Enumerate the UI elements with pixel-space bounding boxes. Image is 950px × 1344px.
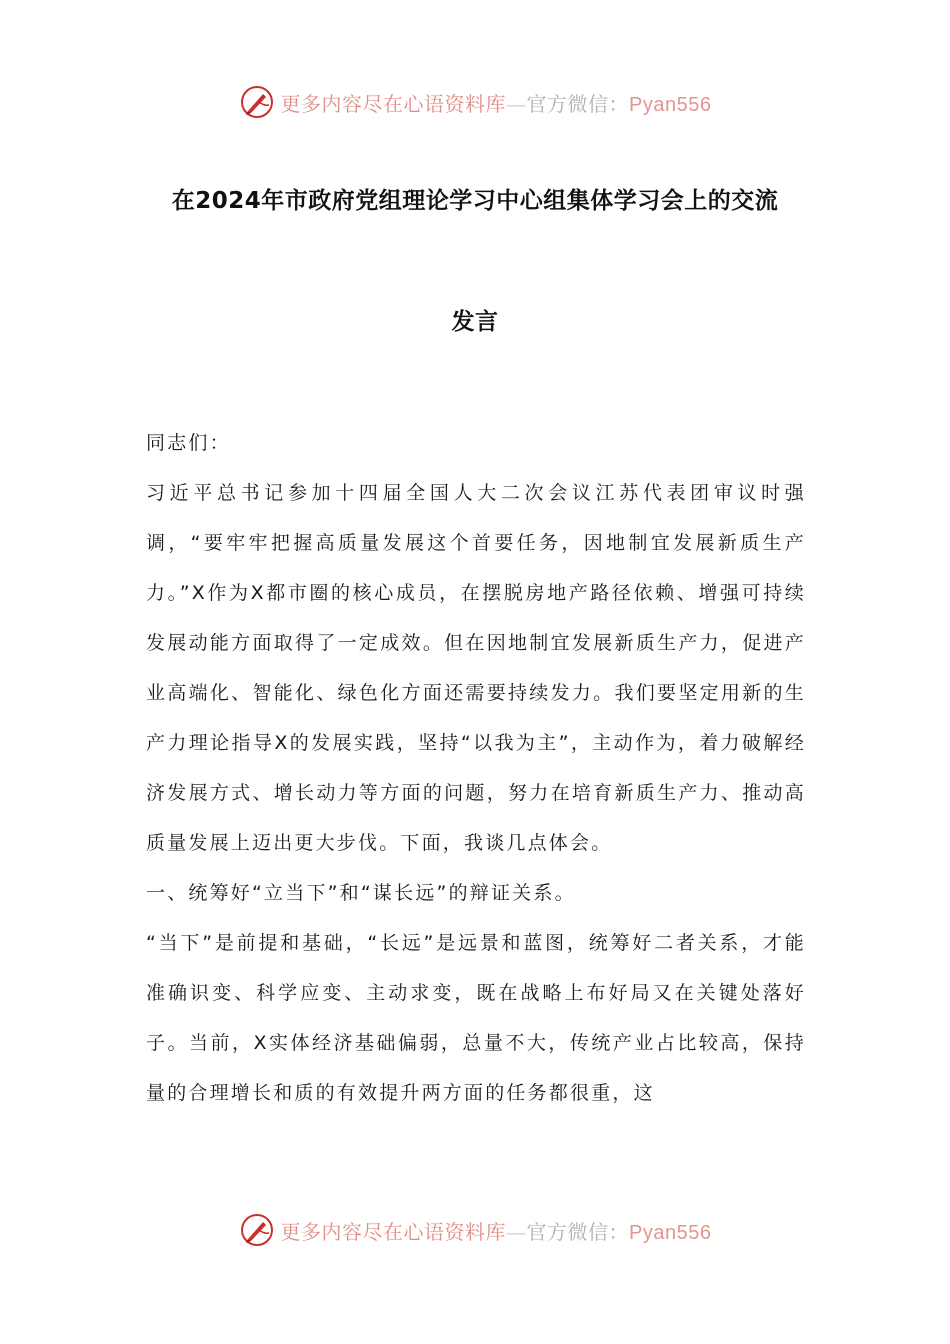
- watermark-text: 更多内容尽在心语资料库—官方微信：Pyan556: [280, 1219, 712, 1244]
- pen-logo-icon: [239, 1212, 275, 1248]
- document-title-line-1: 在2024年市政府党组理论学习中心组集体学习会上的交流: [171, 188, 779, 214]
- watermark-text: 更多内容尽在心语资料库—官方微信：Pyan556: [280, 91, 712, 116]
- pen-logo-icon: [239, 84, 275, 120]
- paragraph-section-1: “当下”是前提和基础，“长远”是远景和蓝图，统筹好二者关系，才能准确识变、科学应变、主动求变，既在战略上布好局又在关键处落好子。当前，X实体经济基础偏弱，总量不大，传统产业占比较高，保持量的合理增长和质的有效提升两方面的任务都很重，这: [146, 932, 806, 1104]
- watermark-top: [0, 80, 950, 124]
- watermark-bottom: [0, 1208, 950, 1252]
- paragraph-intro: 习近平总书记参加十四届全国人大二次会议江苏代表团审议时强调，“要牢牢把握高质量发展这个首要任务，因地制宜发展新质生产力。”X作为X都市圈的核心成员，在摆脱房地产路径依赖、增强可持续发展动能方面取得了一定成效。但在因地制宜发展新质生产力，促进产业高端化、智能化、绿色化方面还需要持续发力。我们要坚定用新的生产力理论指导X的发展实践，坚持“以我为主”，主动作为，着力破解经济发展方式、增长动力等方面的问题，努力在培育新质生产力、推动高质量发展上迈出更大步伐。下面，我谈几点体会。: [146, 482, 806, 854]
- document-body: [146, 418, 806, 1118]
- salutation: 同志们：: [146, 432, 231, 454]
- section-heading-1: 一、统筹好“立当下”和“谋长远”的辩证关系。: [146, 882, 576, 904]
- document-title-line-2: 发言: [451, 309, 499, 335]
